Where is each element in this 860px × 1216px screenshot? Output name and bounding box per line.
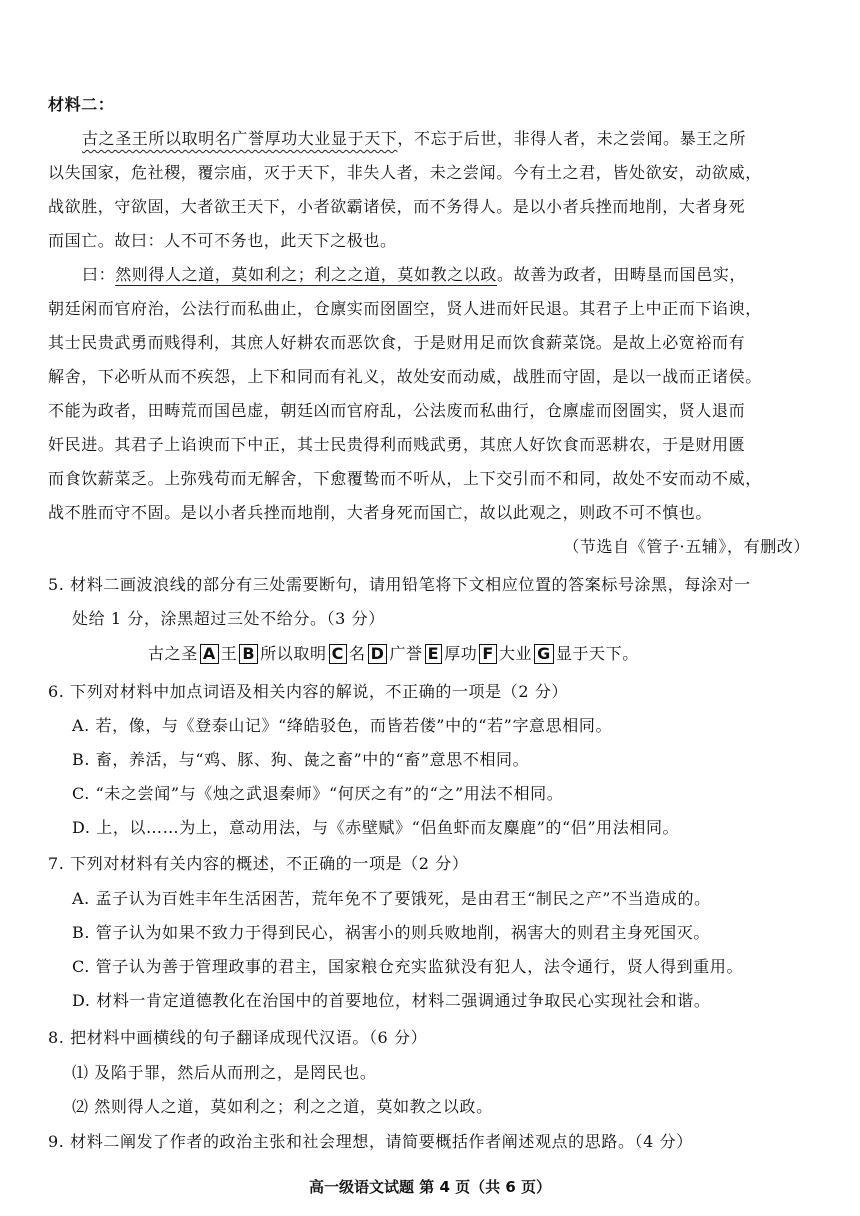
- q7-option-d: D. 材料一肯定道德教化在治国中的首要地位，材料二强调通过争取民心实现社会和谐。: [72, 991, 711, 1010]
- answer-mark-a[interactable]: A: [200, 644, 219, 664]
- q8-stem: 8. 把材料中画横线的句子翻译成现代汉语。（6 分）: [48, 1028, 428, 1047]
- q6-stem: 6. 下列对材料中加点词语及相关内容的解说，不正确的一项是（2 分）: [48, 682, 569, 701]
- passage-line: 古之圣王所以取明名广誉厚功大业显于天下，不忘于后世，非得人者，未之尝闻。暴王之所: [82, 129, 747, 148]
- passage-line: 曰：然则得人之道，莫如利之；利之之道，莫如教之以政。故善为政者，田畴垦而国邑实，: [82, 265, 747, 284]
- passage-line: 战不胜而守不固。是以小者兵挫而地削，大者身死而国亡，故以此观之，则政不可不慎也。: [48, 503, 713, 522]
- q7-stem: 7. 下列对材料有关内容的概述，不正确的一项是（2 分）: [48, 854, 469, 873]
- q7-option-b: B. 管子认为如果不致力于得到民心，祸害小的则兵败地削，祸害大的则君主身死国灭。: [72, 923, 710, 942]
- passage-line: 解舍，下必听从而不疾怨，上下和同而有礼义，故处安而动威，战胜而守固，是以一战而正诸侯。: [48, 367, 762, 386]
- answer-mark-g[interactable]: G: [534, 644, 554, 664]
- answer-mark-d[interactable]: D: [368, 644, 388, 664]
- passage-line: 不能为政者，田畴荒而国邑虚，朝廷凶而官府乱，公法废而私曲行，仓廪虚而囹圄实，贤人退而: [48, 401, 746, 420]
- answer-mark-e[interactable]: E: [425, 644, 443, 664]
- passage-line: 奸民进。其君子上谄谀而下中正，其士民贵得利而贱武勇，其庶人好饮食而恶耕农，于是财用匮: [48, 435, 746, 454]
- q5-stem-cont: 处给 1 分，涂黑超过三处不给分。（3 分）: [72, 609, 385, 628]
- q6-option-d: D. 上，以……为上，意动用法，与《赤壁赋》“侣鱼虾而友麋鹿”的“侣”用法相同。: [72, 818, 680, 837]
- q6-option-c: C. “未之尝闻”与《烛之武退秦师》“何厌之有”的“之”用法不相同。: [72, 784, 564, 803]
- wavy-underlined-text: 古之圣王所以取明名广誉厚功大业显于天下: [82, 129, 398, 148]
- page-footer: 高一级语文试题 第 4 页（共 6 页）: [309, 1178, 551, 1196]
- answer-mark-c[interactable]: C: [329, 644, 347, 664]
- passage-line: 而国亡。故曰：人不可不务也，此天下之极也。: [48, 231, 397, 250]
- underlined-sentence: 然则得人之道，莫如利之；利之之道，莫如教之以政: [115, 265, 498, 284]
- q7-option-c: C. 管子认为善于管理政事的君主，国家粮仓充实监狱没有犯人，法令通行，贤人得到重用。: [72, 957, 744, 976]
- passage-line: 而食饮薪菜乏。上弥残苟而无解舍，下愈覆鸷而不听从，上下交引而不和同，故处不安而动不威，: [48, 469, 762, 488]
- q5-answer-line: 古之圣 A 王 B 所以取明 C 名 D 广誉 E 厚功 F 大业 G 显于天下。: [148, 644, 639, 663]
- passage-line: 朝廷闲而官府治，公法行而私曲止，仓廪实而囹圄空，贤人进而奸民退。其君子上中正而下谄谀，: [48, 299, 762, 318]
- passage-line: 战欲胜，守欲固，大者欲王天下，小者欲霸诸侯，而不务得人。是以小者兵挫而地削，大者身死: [48, 197, 746, 216]
- passage-line: 以失国家，危社稷，覆宗庙，灭于天下，非失人者，未之尝闻。今有土之君，皆处欲安，动欲威，: [48, 163, 762, 182]
- q8-sentence-1: ⑴ 及陷于罪，然后从而刑之，是罔民也。: [72, 1063, 377, 1082]
- q9-stem: 9. 材料二阐发了作者的政治主张和社会理想，请简要概括作者阐述观点的思路。（4 分）: [48, 1132, 693, 1151]
- q5-stem: 5. 材料二画波浪线的部分有三处需要断句，请用铅笔将下文相应位置的答案标号涂黑，每涂对一: [48, 575, 751, 594]
- answer-mark-f[interactable]: F: [479, 644, 497, 664]
- answer-mark-b[interactable]: B: [239, 644, 258, 664]
- q7-option-a: A. 孟子认为百姓丰年生活困苦，荒年免不了要饿死，是由君王“制民之产”不当造成的。: [72, 889, 711, 908]
- passage-line: 其士民贵武勇而贱得利，其庶人好耕农而恶饮食，于是财用足而饮食薪菜饶。是故上必宽裕而有: [48, 333, 746, 352]
- q8-sentence-2: ⑵ 然则得人之道，莫如利之；利之之道，莫如教之以政。: [72, 1097, 493, 1116]
- q6-option-b: B. 畜，养活，与“鸡、豚、狗、彘之畜”中的“畜”意思不相同。: [72, 750, 530, 769]
- material-title: 材料二：: [48, 95, 115, 114]
- q6-option-a: A. 若，像，与《登泰山记》“绛皓驳色，而皆若偻”中的“若”字意思相同。: [72, 716, 613, 735]
- passage-source: （节选自《管子·五辅》，有删改）: [563, 537, 810, 556]
